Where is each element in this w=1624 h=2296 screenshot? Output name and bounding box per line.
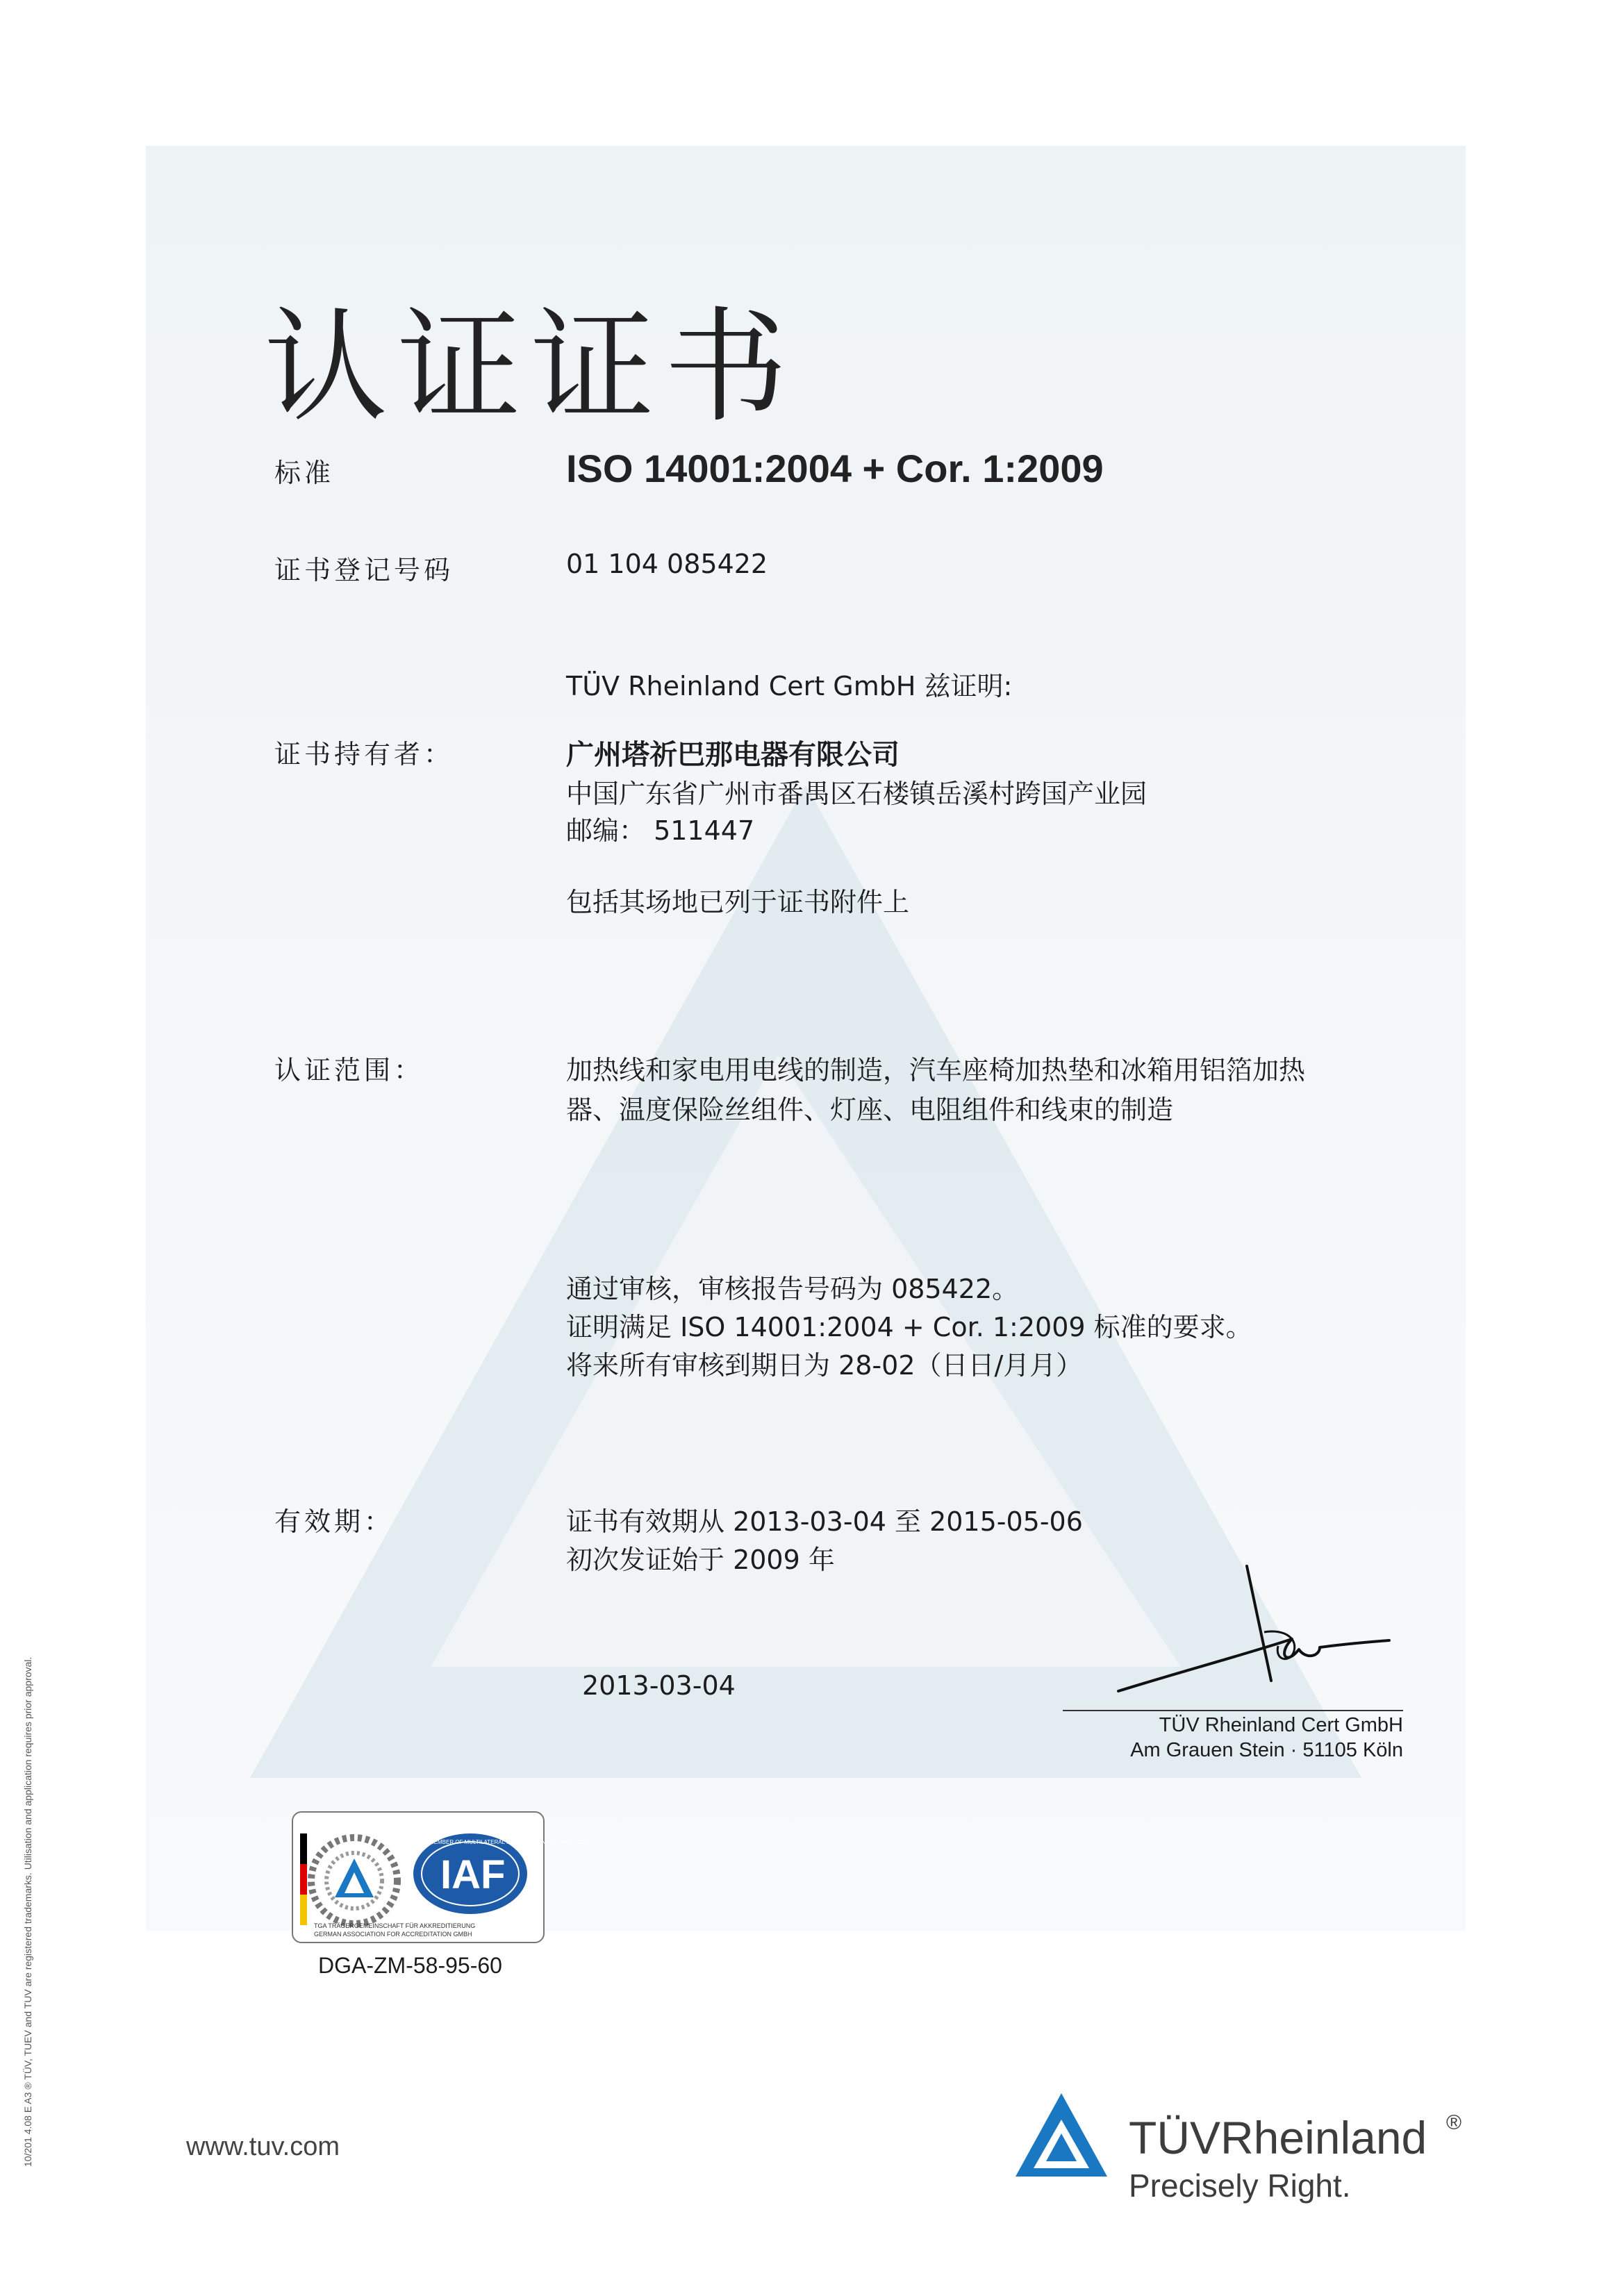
signature-line — [1063, 1710, 1403, 1711]
iaf-label: IAF — [440, 1852, 506, 1897]
side-note: 10/201 4.08 E A3 ® TÜV, TUEV and TUV are registered trademarks. Utilisation and application requires prior approval. — [22, 1656, 33, 2167]
sites-note: 包括其场地已列于证书附件上 — [566, 887, 910, 917]
audit-line-1: 通过审核，审核报告号码为 085422。 — [566, 1274, 1019, 1304]
scope-line-2: 器、温度保险丝组件、灯座、电阻组件和线束的制造 — [566, 1095, 1174, 1125]
certificate-title: 认证证书 — [264, 295, 797, 439]
scope-line-1: 加热线和家电用电线的制造，汽车座椅加热垫和冰箱用铝箔加热 — [566, 1055, 1306, 1085]
validity-line-1: 证书有效期从 2013-03-04 至 2015-05-06 — [566, 1506, 1083, 1537]
holder-label: 证书持有者： — [274, 739, 454, 770]
reg-number-label: 证书登记号码 — [274, 555, 454, 585]
certifier-line: TÜV Rheinland Cert GmbH 兹证明: — [566, 671, 1013, 701]
tga-line-1: TGA TRÄGERGEMEINSCHAFT FÜR AKKREDITIERUNG — [314, 1922, 476, 1929]
validity-label: 有效期： — [274, 1506, 395, 1537]
tuv-triangle-logo-icon — [1013, 2090, 1110, 2179]
scope-label: 认证范围： — [274, 1055, 424, 1085]
issue-date: 2013-03-04 — [582, 1670, 736, 1701]
reg-number-value: 01 104 085422 — [566, 549, 768, 579]
audit-line-2: 证明满足 ISO 14001:2004 + Cor. 1:2009 标准的要求。 — [566, 1312, 1252, 1342]
holder-address: 中国广东省广州市番禺区石楼镇岳溪村跨国产业园 — [566, 779, 1147, 809]
validity-line-2: 初次发证始于 2009 年 — [566, 1545, 835, 1575]
tga-line-2: GERMAN ASSOCIATION FOR ACCREDITATION GMBH — [314, 1931, 472, 1938]
brand-name: TÜVRheinland — [1129, 2112, 1427, 2163]
holder-name: 广州塔祈巴那电器有限公司 — [566, 739, 900, 771]
accreditation-code: DGA-ZM-58-95-60 — [318, 1953, 502, 1978]
standard-value: ISO 14001:2004 + Cor. 1:2009 — [566, 447, 1104, 490]
audit-line-3: 将来所有审核到期日为 28-02（日日/月月） — [566, 1350, 1083, 1381]
standard-label: 标准 — [274, 458, 335, 488]
signatory-address: Am Grauen Stein · 51105 Köln — [1130, 1739, 1403, 1761]
iaf-ring-text: MEMBER OF MULTILATERAL RECOGNITION ARRANGEMENT — [429, 1839, 590, 1845]
signature — [1111, 1563, 1403, 1708]
brand-slogan: Precisely Right. — [1129, 2168, 1351, 2204]
signatory-org: TÜV Rheinland Cert GmbH — [1159, 1714, 1403, 1736]
registered-mark: ® — [1446, 2111, 1462, 2134]
accreditation-logo — [292, 1811, 590, 1943]
website-link[interactable]: www.tuv.com — [186, 2132, 340, 2161]
holder-postcode: 邮编： 511447 — [566, 815, 755, 846]
